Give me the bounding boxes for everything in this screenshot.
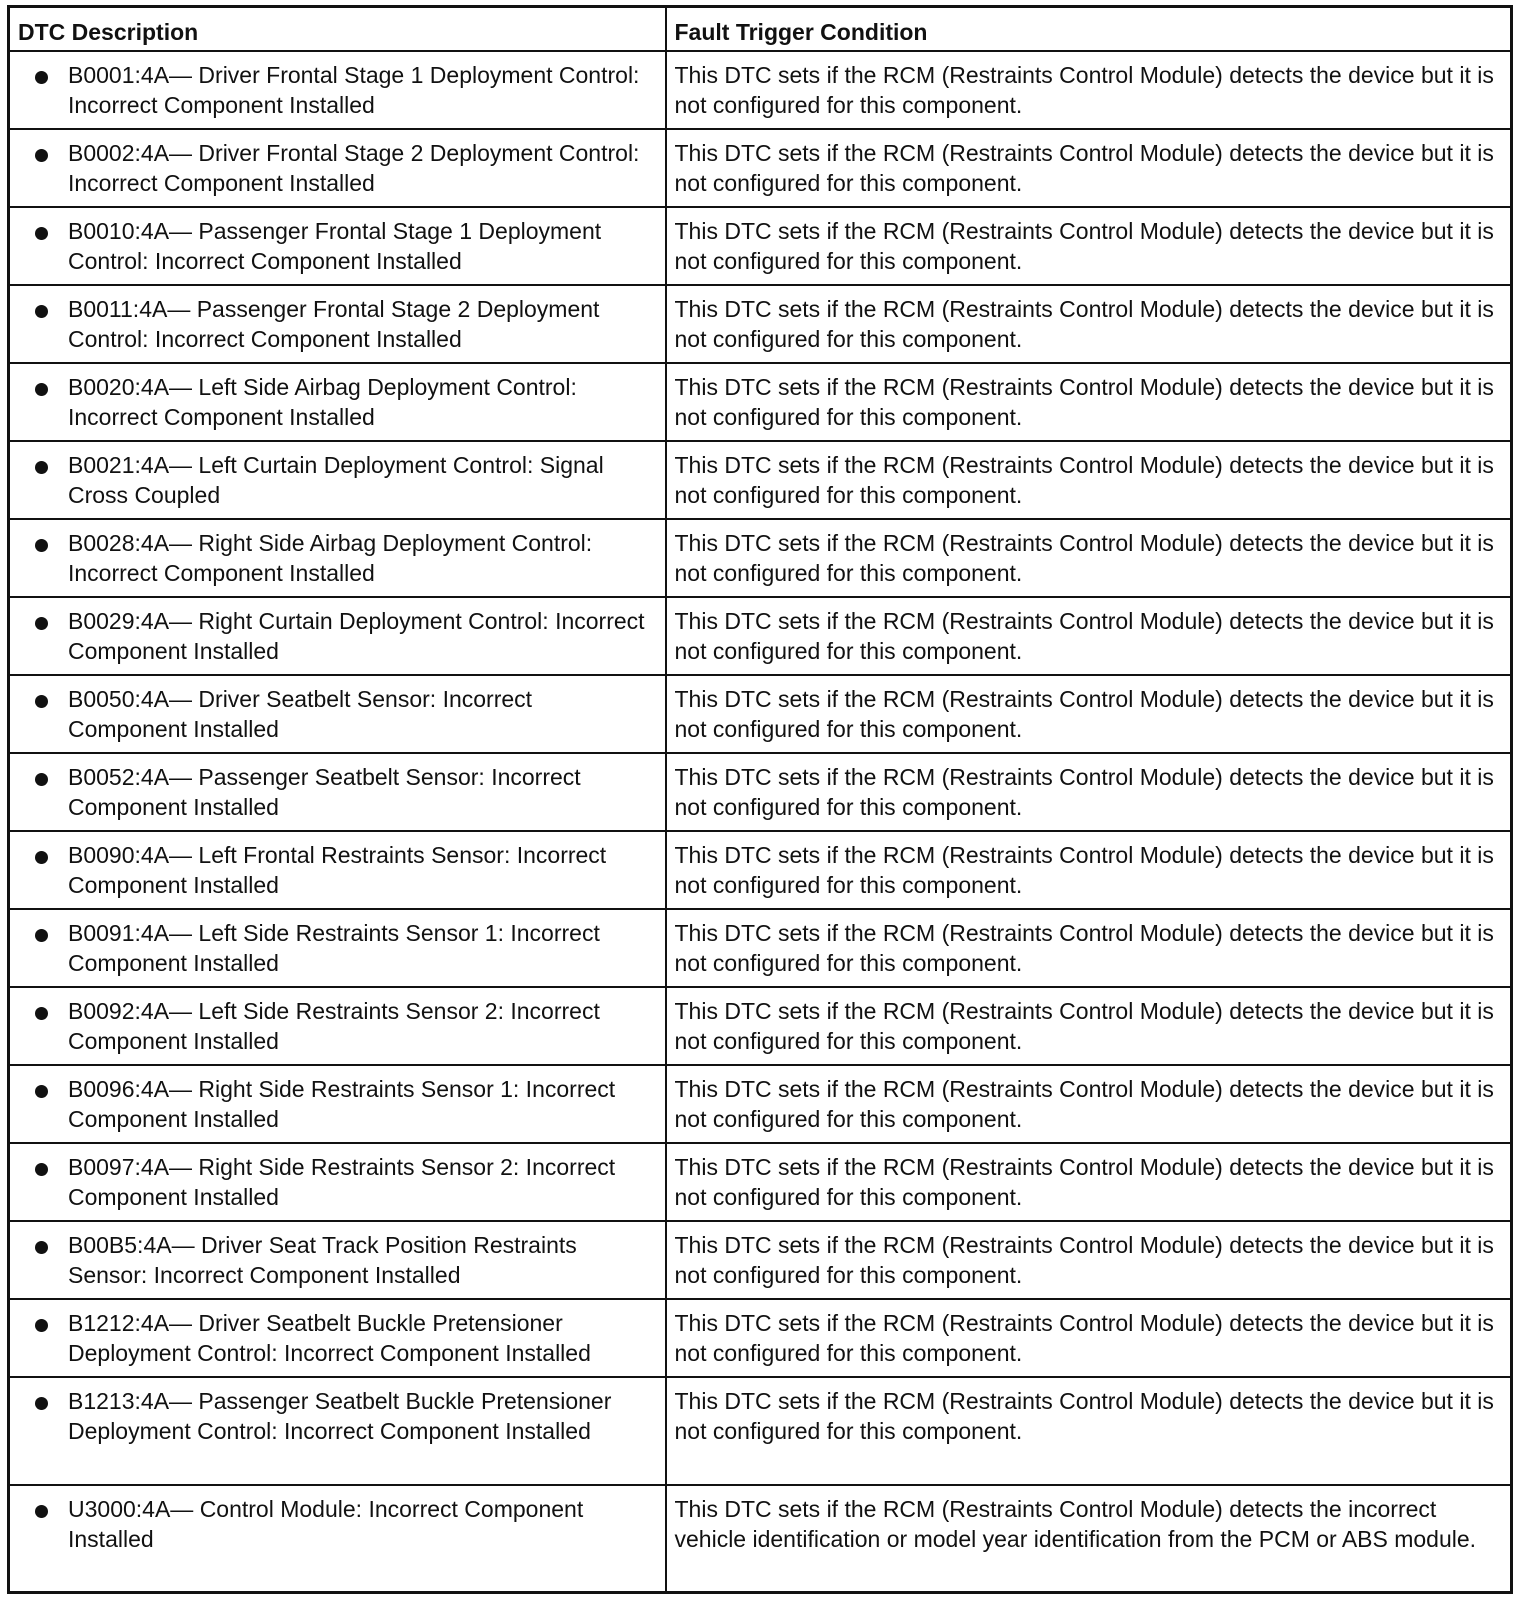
fault-condition-cell: This DTC sets if the RCM (Restraints Control Module) detects the device but it is not configured for this component. bbox=[666, 987, 1512, 1065]
dtc-table bbox=[7, 5, 1513, 1594]
bullet-icon bbox=[35, 1397, 48, 1410]
dtc-description-cell bbox=[9, 1485, 666, 1593]
dtc-description-cell bbox=[9, 441, 666, 519]
dtc-description-text: B0011:4A— Passenger Frontal Stage 2 Deployment Control: Incorrect Component Installed bbox=[68, 295, 600, 352]
bullet-icon bbox=[35, 1505, 48, 1518]
dtc-description-text: B0002:4A— Driver Frontal Stage 2 Deployment Control: Incorrect Component Installed bbox=[68, 139, 640, 196]
dtc-description-cell bbox=[9, 1143, 666, 1221]
table-row bbox=[9, 441, 1512, 519]
fault-condition-cell: This DTC sets if the RCM (Restraints Control Module) detects the device but it is not configured for this component. bbox=[666, 441, 1512, 519]
bullet-icon bbox=[35, 1007, 48, 1020]
dtc-description-cell bbox=[9, 285, 666, 363]
bullet-icon bbox=[35, 461, 48, 474]
bullet-icon bbox=[35, 851, 48, 864]
fault-condition-cell: This DTC sets if the RCM (Restraints Control Module) detects the device but it is not configured for this component. bbox=[666, 363, 1512, 441]
fault-condition-cell: This DTC sets if the RCM (Restraints Control Module) detects the device but it is not configured for this component. bbox=[666, 831, 1512, 909]
fault-condition-cell: This DTC sets if the RCM (Restraints Control Module) detects the device but it is not configured for this component. bbox=[666, 519, 1512, 597]
bullet-icon bbox=[35, 617, 48, 630]
table-row bbox=[9, 1377, 1512, 1485]
dtc-description-cell bbox=[9, 909, 666, 987]
dtc-description-cell bbox=[9, 519, 666, 597]
table-row bbox=[9, 1221, 1512, 1299]
fault-condition-cell: This DTC sets if the RCM (Restraints Control Module) detects the device but it is not configured for this component. bbox=[666, 51, 1512, 129]
bullet-icon bbox=[35, 1319, 48, 1332]
table-row bbox=[9, 129, 1512, 207]
table-row bbox=[9, 207, 1512, 285]
table-row bbox=[9, 675, 1512, 753]
dtc-description-text: B0001:4A— Driver Frontal Stage 1 Deployment Control: Incorrect Component Installed bbox=[68, 61, 640, 118]
fault-condition-cell: This DTC sets if the RCM (Restraints Control Module) detects the device but it is not configured for this component. bbox=[666, 285, 1512, 363]
dtc-description-cell bbox=[9, 753, 666, 831]
fault-condition-cell: This DTC sets if the RCM (Restraints Control Module) detects the device but it is not configured for this component. bbox=[666, 753, 1512, 831]
dtc-description-text: B0028:4A— Right Side Airbag Deployment Control: Incorrect Component Installed bbox=[68, 529, 593, 586]
fault-condition-cell: This DTC sets if the RCM (Restraints Control Module) detects the device but it is not configured for this component. bbox=[666, 675, 1512, 753]
table-row bbox=[9, 1485, 1512, 1593]
table-row bbox=[9, 1299, 1512, 1377]
fault-condition-cell: This DTC sets if the RCM (Restraints Control Module) detects the device but it is not configured for this component. bbox=[666, 129, 1512, 207]
dtc-description-cell bbox=[9, 831, 666, 909]
dtc-description-text: U3000:4A— Control Module: Incorrect Component Installed bbox=[68, 1495, 584, 1552]
header-dtc-description: DTC Description bbox=[9, 7, 666, 51]
dtc-description-text: B0090:4A— Left Frontal Restraints Sensor: Incorrect Component Installed bbox=[68, 841, 607, 898]
bullet-icon bbox=[35, 1163, 48, 1176]
fault-condition-cell: This DTC sets if the RCM (Restraints Control Module) detects the device but it is not configured for this component. bbox=[666, 1143, 1512, 1221]
table-row bbox=[9, 753, 1512, 831]
dtc-description-text: B0021:4A— Left Curtain Deployment Control: Signal Cross Coupled bbox=[68, 451, 604, 508]
dtc-description-text: B0091:4A— Left Side Restraints Sensor 1: Incorrect Component Installed bbox=[68, 919, 600, 976]
table-row bbox=[9, 987, 1512, 1065]
table-row bbox=[9, 519, 1512, 597]
dtc-description-cell bbox=[9, 51, 666, 129]
dtc-description-text: B0050:4A— Driver Seatbelt Sensor: Incorrect Component Installed bbox=[68, 685, 533, 742]
table-row bbox=[9, 285, 1512, 363]
fault-condition-cell: This DTC sets if the RCM (Restraints Control Module) detects the device but it is not configured for this component. bbox=[666, 1065, 1512, 1143]
dtc-description-text: B0052:4A— Passenger Seatbelt Sensor: Incorrect Component Installed bbox=[68, 763, 581, 820]
table-header-row bbox=[9, 7, 1512, 51]
fault-condition-cell: This DTC sets if the RCM (Restraints Control Module) detects the device but it is not configured for this component. bbox=[666, 1299, 1512, 1377]
dtc-description-text: B0097:4A— Right Side Restraints Sensor 2: Incorrect Component Installed bbox=[68, 1153, 616, 1210]
fault-condition-cell: This DTC sets if the RCM (Restraints Control Module) detects the device but it is not configured for this component. bbox=[666, 1221, 1512, 1299]
bullet-icon bbox=[35, 773, 48, 786]
fault-condition-cell: This DTC sets if the RCM (Restraints Control Module) detects the device but it is not configured for this component. bbox=[666, 597, 1512, 675]
bullet-icon bbox=[35, 305, 48, 318]
dtc-description-cell bbox=[9, 1065, 666, 1143]
table-row bbox=[9, 51, 1512, 129]
fault-condition-cell: This DTC sets if the RCM (Restraints Control Module) detects the device but it is not configured for this component. bbox=[666, 1377, 1512, 1485]
dtc-description-cell bbox=[9, 129, 666, 207]
bullet-icon bbox=[35, 71, 48, 84]
dtc-description-cell bbox=[9, 1377, 666, 1485]
table-row bbox=[9, 1143, 1512, 1221]
fault-condition-cell: This DTC sets if the RCM (Restraints Control Module) detects the incorrect vehicle identification or model year identification from the PCM or ABS module. bbox=[666, 1485, 1512, 1593]
dtc-description-cell bbox=[9, 597, 666, 675]
dtc-description-text: B1212:4A— Driver Seatbelt Buckle Pretensioner Deployment Control: Incorrect Component Installed bbox=[68, 1309, 591, 1366]
dtc-description-cell bbox=[9, 987, 666, 1065]
table-row bbox=[9, 597, 1512, 675]
bullet-icon bbox=[35, 539, 48, 552]
bullet-icon bbox=[35, 227, 48, 240]
bullet-icon bbox=[35, 1241, 48, 1254]
bullet-icon bbox=[35, 695, 48, 708]
table-row bbox=[9, 1065, 1512, 1143]
bullet-icon bbox=[35, 383, 48, 396]
table-body bbox=[9, 51, 1512, 1593]
table-row bbox=[9, 363, 1512, 441]
table-row bbox=[9, 909, 1512, 987]
dtc-description-cell bbox=[9, 675, 666, 753]
header-fault-trigger-condition: Fault Trigger Condition bbox=[666, 7, 1512, 51]
bullet-icon bbox=[35, 149, 48, 162]
dtc-description-cell bbox=[9, 1221, 666, 1299]
dtc-description-text: B1213:4A— Passenger Seatbelt Buckle Pretensioner Deployment Control: Incorrect Component Installed bbox=[68, 1387, 612, 1444]
fault-condition-cell: This DTC sets if the RCM (Restraints Control Module) detects the device but it is not configured for this component. bbox=[666, 207, 1512, 285]
dtc-description-cell bbox=[9, 1299, 666, 1377]
bullet-icon bbox=[35, 929, 48, 942]
dtc-description-text: B0096:4A— Right Side Restraints Sensor 1: Incorrect Component Installed bbox=[68, 1075, 616, 1132]
table-row bbox=[9, 831, 1512, 909]
dtc-description-text: B0092:4A— Left Side Restraints Sensor 2: Incorrect Component Installed bbox=[68, 997, 600, 1054]
dtc-description-text: B00B5:4A— Driver Seat Track Position Restraints Sensor: Incorrect Component Installed bbox=[68, 1231, 577, 1288]
dtc-description-text: B0020:4A— Left Side Airbag Deployment Control: Incorrect Component Installed bbox=[68, 373, 577, 430]
dtc-description-text: B0029:4A— Right Curtain Deployment Control: Incorrect Component Installed bbox=[68, 607, 645, 664]
bullet-icon bbox=[35, 1085, 48, 1098]
dtc-description-text: B0010:4A— Passenger Frontal Stage 1 Deployment Control: Incorrect Component Installed bbox=[68, 217, 602, 274]
dtc-description-cell bbox=[9, 363, 666, 441]
fault-condition-cell: This DTC sets if the RCM (Restraints Control Module) detects the device but it is not configured for this component. bbox=[666, 909, 1512, 987]
dtc-description-cell bbox=[9, 207, 666, 285]
